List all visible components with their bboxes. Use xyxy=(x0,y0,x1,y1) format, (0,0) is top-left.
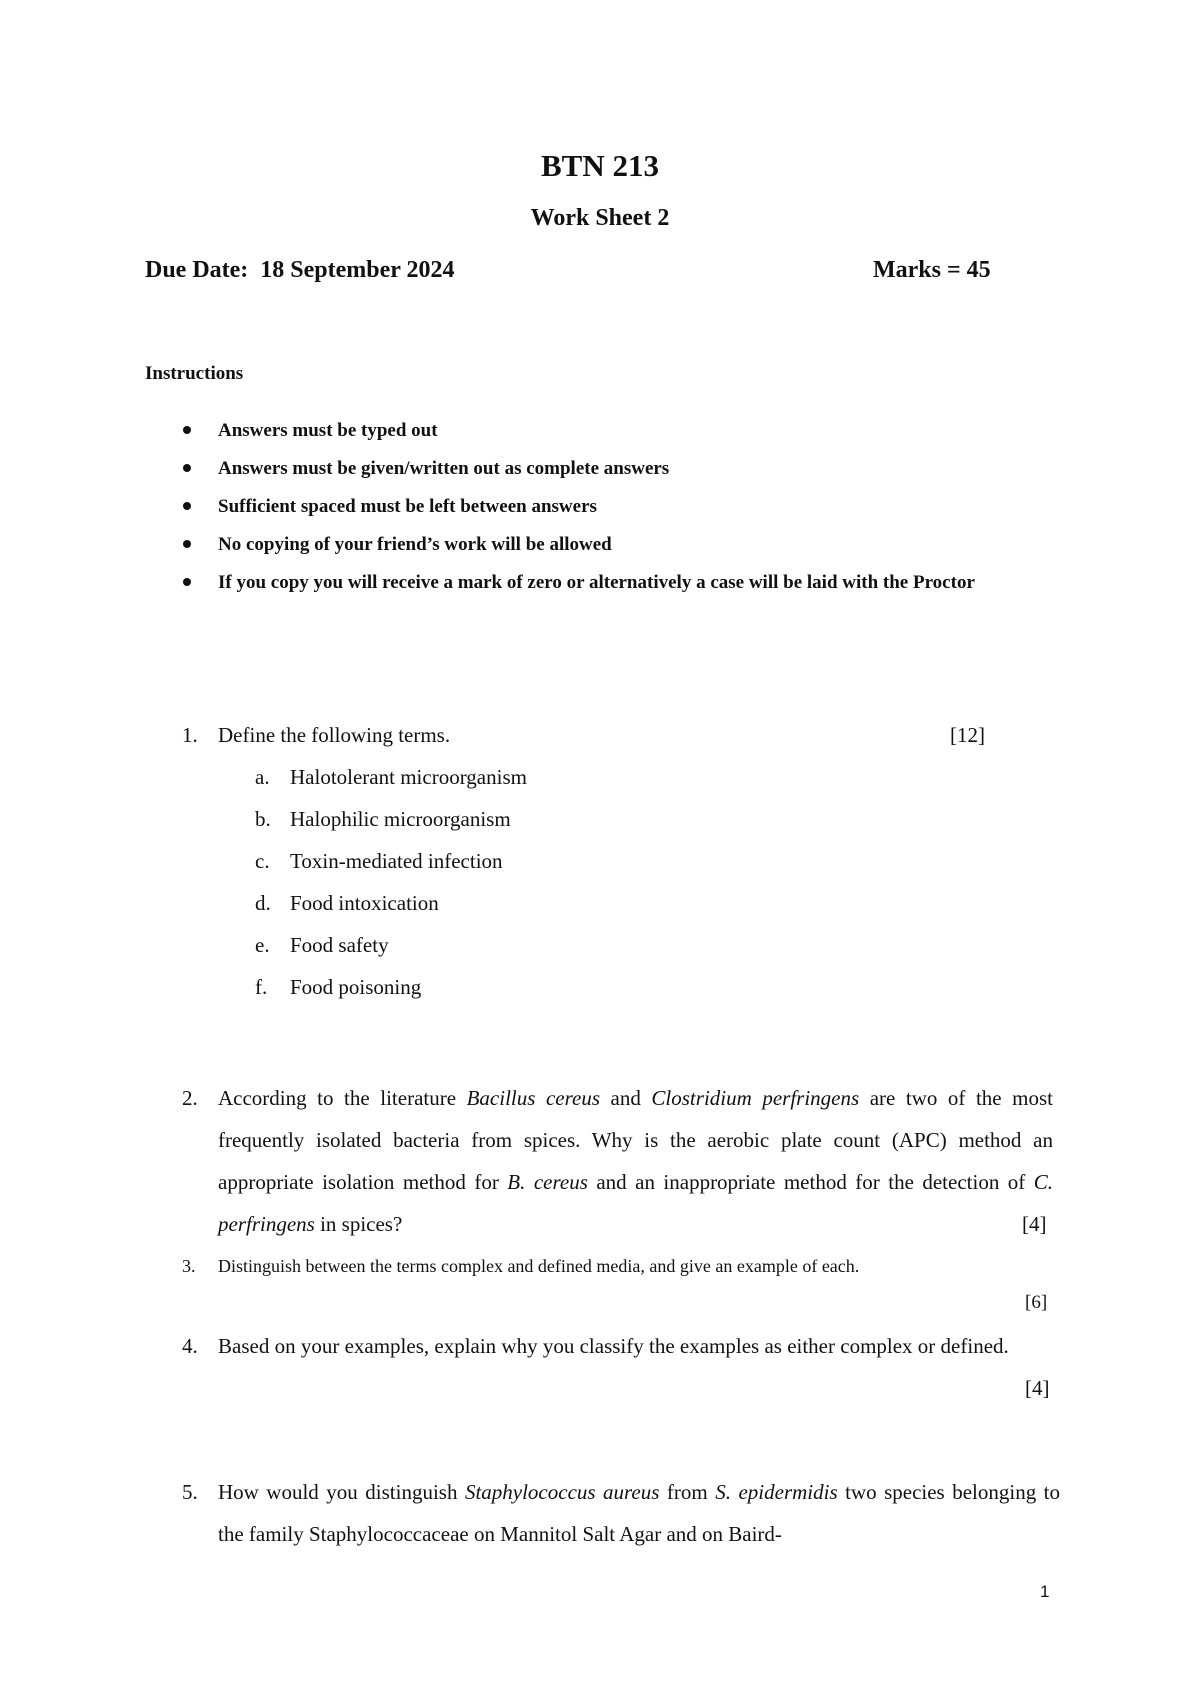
question-marks: [6] xyxy=(1025,1292,1048,1313)
page-number: 1 xyxy=(1040,1582,1050,1601)
question-number: 4. xyxy=(182,1334,198,1358)
sub-item-letter: a. xyxy=(255,765,270,789)
question-marks: [4] xyxy=(1022,1212,1047,1236)
instructions-heading: Instructions xyxy=(145,363,244,384)
bullet-icon xyxy=(183,578,191,586)
question-text: Distinguish between the terms complex and defined media, and give an example of each. xyxy=(218,1256,860,1276)
instruction-item: No copying of your friend’s work will be allowed xyxy=(218,534,612,555)
question-number: 1. xyxy=(182,723,198,747)
sheet-title: Work Sheet 2 xyxy=(530,205,670,231)
due-date: Due Date: 18 September 2024 xyxy=(145,257,455,283)
sub-item-letter: d. xyxy=(255,891,271,915)
sub-item-letter: c. xyxy=(255,849,270,873)
total-marks: Marks = 45 xyxy=(873,257,991,283)
question-text: How would you distinguish Staphylococcus aureus from S. epidermidis two species belonging to the family Staphylococcaceae on Mannitol Salt Agar and on Baird- xyxy=(218,1480,1061,1546)
instruction-item: If you copy you will receive a mark of zero or alternatively a case will be laid with the Proctor xyxy=(218,572,975,593)
instruction-item: Answers must be typed out xyxy=(218,420,438,441)
instruction-item: Sufficient spaced must be left between answers xyxy=(218,496,597,517)
question-number: 5. xyxy=(182,1480,198,1504)
sub-item-letter: e. xyxy=(255,933,270,957)
question-text: Define the following terms. xyxy=(218,723,451,747)
sub-item-letter: f. xyxy=(255,975,268,999)
sub-item-text: Food safety xyxy=(290,933,389,957)
question-marks: [12] xyxy=(950,723,985,747)
sub-item-text: Toxin-mediated infection xyxy=(290,849,503,873)
sub-item-text: Food poisoning xyxy=(290,975,422,999)
sub-item-letter: b. xyxy=(255,807,271,831)
question-number: 2. xyxy=(182,1086,198,1110)
sub-item-text: Halophilic microorganism xyxy=(290,807,511,831)
course-code: BTN 213 xyxy=(541,148,659,183)
sub-item-text: Food intoxication xyxy=(290,891,439,915)
instruction-item: Answers must be given/written out as complete answers xyxy=(218,458,670,479)
sub-item-text: Halotolerant microorganism xyxy=(290,765,527,789)
question-number: 3. xyxy=(182,1256,196,1276)
bullet-icon xyxy=(183,426,191,434)
question-marks: [4] xyxy=(1025,1376,1050,1400)
question-text: According to the literature Bacillus cereus and Clostridium perfringens are two of the most frequently isolated bacteria from spices. Why is the aerobic plate count (APC) method an appropriate isolation method for B. cereus and an inappropriate method for the detection of C. perfringens in spices? xyxy=(218,1086,1054,1236)
question-text: Based on your examples, explain why you classify the examples as either complex or defined. xyxy=(218,1334,1009,1358)
bullet-icon xyxy=(183,502,191,510)
bullet-icon xyxy=(183,464,191,472)
bullet-icon xyxy=(183,540,191,548)
